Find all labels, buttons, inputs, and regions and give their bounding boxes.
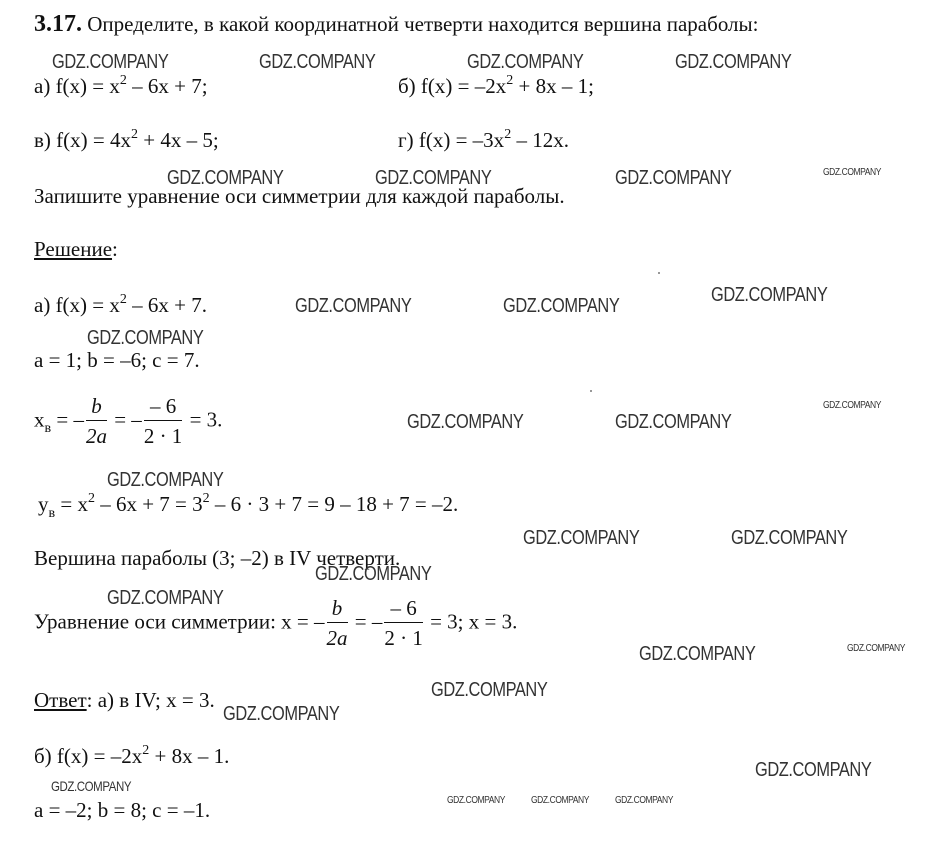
item-b-text: б) f(x) = –2x <box>398 74 507 98</box>
watermark: GDZ.COMPANY <box>523 527 640 549</box>
axis-frac-num-values: – 6 <box>384 598 423 623</box>
watermark: GDZ.COMPANY <box>615 411 732 433</box>
axis-frac-den-2a: 2a <box>326 626 348 650</box>
yv-exp-1: 2 <box>87 491 95 506</box>
item-a <box>34 73 208 98</box>
answer-label: Ответ <box>34 688 87 712</box>
item-v-text: в) f(x) = 4x <box>34 128 131 152</box>
item-a-exp: 2 <box>119 73 127 88</box>
solution-b-func-rest: + 8x – 1. <box>149 744 230 768</box>
watermark: GDZ.COMPANY <box>615 167 732 189</box>
solution-b-func-text: б) f(x) = –2x <box>34 744 143 768</box>
vertex-statement: Вершина параболы (3; –2) в IV четверти. <box>34 546 401 570</box>
watermark: GDZ.COMPANY <box>847 643 905 654</box>
watermark: GDZ.COMPANY <box>223 703 340 725</box>
yv-formula <box>38 491 459 521</box>
xv-lhs: x <box>34 407 45 432</box>
frac-num-b: b <box>86 396 107 421</box>
axis-label: Уравнение оси симметрии: x = – <box>34 609 325 634</box>
xv-fraction-general <box>86 396 107 447</box>
axis-fraction-general <box>327 598 348 649</box>
watermark: GDZ.COMPANY <box>107 469 224 491</box>
xv-sub: в <box>44 421 52 437</box>
watermark: GDZ.COMPANY <box>407 411 524 433</box>
watermark: GDZ.COMPANY <box>503 295 620 317</box>
solution-b-func-exp: 2 <box>142 743 150 758</box>
watermark: GDZ.COMPANY <box>675 51 792 73</box>
watermark: GDZ.COMPANY <box>259 51 376 73</box>
watermark: GDZ.COMPANY <box>431 679 548 701</box>
yv-mid2: – 6x + 7 = 3 <box>94 492 203 516</box>
answer-text: : а) в IV; x = 3. <box>86 688 215 712</box>
item-a-text: а) f(x) = x <box>34 74 120 98</box>
watermark: GDZ.COMPANY <box>467 51 584 73</box>
watermark: GDZ.COMPANY <box>447 795 505 806</box>
axis-fraction-values <box>384 598 423 649</box>
item-b-exp: 2 <box>506 73 514 88</box>
frac-den-values: 2 · 1 <box>143 424 183 448</box>
item-b-rest: + 8x – 1; <box>513 74 594 98</box>
watermark: GDZ.COMPANY <box>51 778 132 794</box>
xv-eq-minus-2: = – <box>108 407 142 432</box>
watermark: GDZ.COMPANY <box>87 327 204 349</box>
solution-a-coeffs: a = 1; b = –6; c = 7. <box>34 348 200 372</box>
xv-formula <box>34 396 222 447</box>
item-v-rest: + 4x – 5; <box>137 128 219 152</box>
watermark: GDZ.COMPANY <box>711 284 828 306</box>
item-a-rest: – 6x + 7; <box>126 74 208 98</box>
solution-heading <box>34 239 118 260</box>
task-symmetry: Запишите уравнение оси симметрии для каждой параболы. <box>34 184 565 208</box>
xv-fraction-values <box>144 396 183 447</box>
item-v <box>34 127 219 152</box>
axis-eq-minus: = – <box>349 609 383 634</box>
yv-rest: – 6 · 3 + 7 = 9 – 18 + 7 = –2. <box>209 492 459 516</box>
item-b <box>398 73 594 98</box>
solution-heading-colon: : <box>112 237 118 261</box>
item-g-rest: – 12x. <box>511 128 569 152</box>
solution-a-func <box>34 292 207 317</box>
solution-a-func-rest: – 6x + 7. <box>126 293 207 317</box>
solution-b-coeffs: a = –2; b = 8; c = –1. <box>34 798 211 822</box>
watermark: GDZ.COMPANY <box>531 795 589 806</box>
scan-speck <box>590 390 592 392</box>
solution-heading-text: Решение <box>34 237 113 261</box>
yv-sub: в <box>48 506 56 521</box>
yv-lhs: y <box>38 492 49 516</box>
watermark: GDZ.COMPANY <box>615 795 673 806</box>
item-g-text: г) f(x) = –3x <box>398 128 505 152</box>
frac-den-2a: 2a <box>85 424 107 448</box>
problem-header <box>34 12 758 36</box>
frac-num-values: – 6 <box>144 396 183 421</box>
watermark: GDZ.COMPANY <box>823 400 881 411</box>
watermark: GDZ.COMPANY <box>315 563 432 585</box>
watermark: GDZ.COMPANY <box>167 167 284 189</box>
solution-b-func <box>34 743 230 768</box>
axis-result: = 3; x = 3. <box>424 609 518 634</box>
answer-line <box>34 690 215 711</box>
yv-mid: = x <box>55 492 88 516</box>
watermark: GDZ.COMPANY <box>52 51 169 73</box>
xv-eq-minus: = – <box>51 407 84 432</box>
axis-frac-den-values: 2 · 1 <box>384 626 423 650</box>
watermark: GDZ.COMPANY <box>823 167 881 178</box>
watermark: GDZ.COMPANY <box>375 167 492 189</box>
yv-exp-2: 2 <box>202 491 210 506</box>
solution-a-func-exp: 2 <box>119 292 127 307</box>
watermark: GDZ.COMPANY <box>107 587 224 609</box>
axis-frac-num-b: b <box>327 598 348 623</box>
scan-speck <box>658 272 660 274</box>
problem-number: 3.17. <box>34 11 82 37</box>
item-v-exp: 2 <box>130 127 138 142</box>
xv-result: = 3. <box>184 407 223 432</box>
watermark: GDZ.COMPANY <box>731 527 848 549</box>
problem-statement: Определите, в какой координатной четверти находится вершина параболы: <box>87 12 759 36</box>
item-g <box>398 127 569 152</box>
solution-a-func-text: а) f(x) = x <box>34 293 120 317</box>
watermark: GDZ.COMPANY <box>639 643 756 665</box>
item-g-exp: 2 <box>504 127 512 142</box>
watermark: GDZ.COMPANY <box>755 759 872 781</box>
watermark: GDZ.COMPANY <box>295 295 412 317</box>
